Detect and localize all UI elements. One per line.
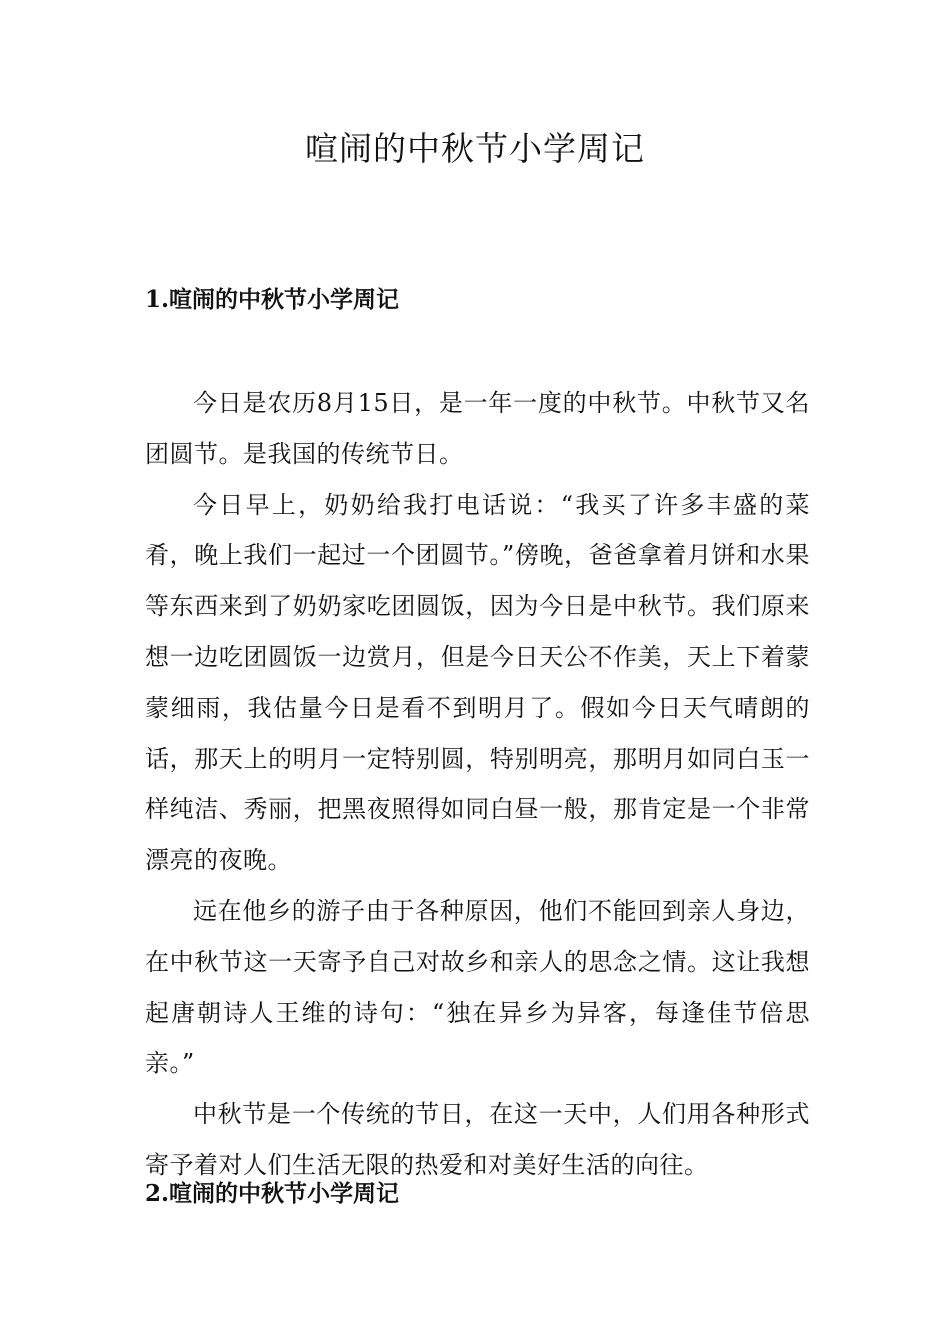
paragraph: 今日是农历8月15日，是一年一度的中秋节。中秋节又名团圆节。是我国的传统节日。 <box>145 389 810 468</box>
paragraph: 中秋节是一个传统的节日，在这一天中，人们用各种形式寄予着对人们生活无限的热爱和对美好生活的向往。 <box>145 1100 810 1179</box>
document-title: 喧闹的中秋节小学周记 <box>305 129 645 168</box>
section-heading-2: 2.喧闹的中秋节小学周记 <box>145 1180 400 1207</box>
section-heading-1: 1.喧闹的中秋节小学周记 <box>145 286 400 313</box>
paragraph: 今日早上，奶奶给我打电话说：“我买了许多丰盛的菜肴，晚上我们一起过一个团圆节。”傍晚，爸爸拿着月饼和水果等东西来到了奶奶家吃团圆饭，因为今日是中秋节。我们原来想一边吃团圆饭一边赏月，但是今日天公不作美，天上下着蒙蒙细雨，我估量今日是看不到明月了。假如今日天气晴朗的话，那天上的明月一定特别圆，特别明亮，那明月如同白玉一样纯洁、秀丽，把黑夜照得如同白昼一般，那肯定是一个非常漂亮的夜晚。 <box>145 490 810 875</box>
paragraph: 远在他乡的游子由于各种原因，他们不能回到亲人身边，在中秋节这一天寄予自己对故乡和亲人的思念之情。这让我想起唐朝诗人王维的诗句：“独在异乡为异客，每逢佳节倍思亲。” <box>145 896 810 1078</box>
section-body-1 <box>145 378 810 1191</box>
